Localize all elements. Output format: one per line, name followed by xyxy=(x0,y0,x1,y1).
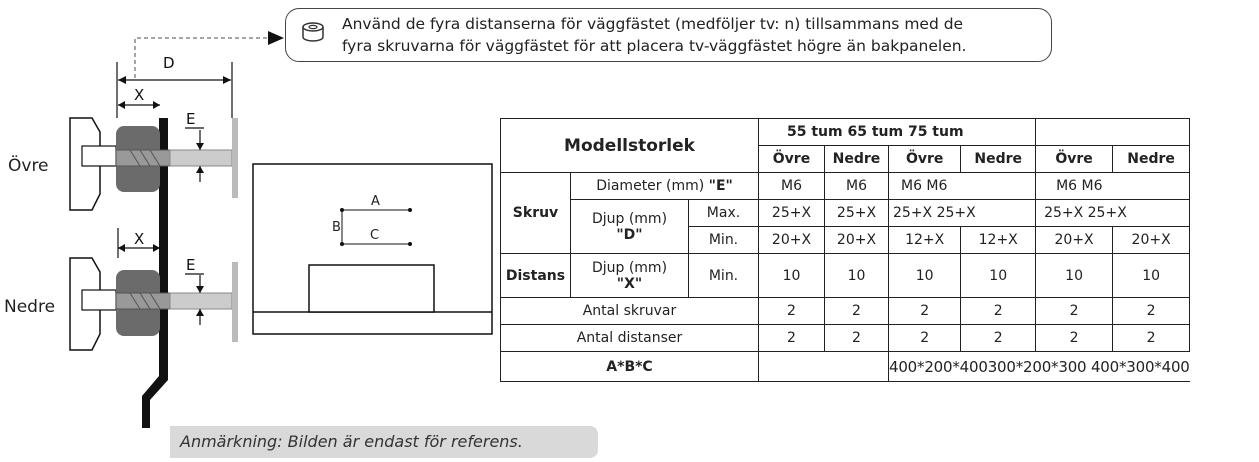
dim-d-label: D xyxy=(163,54,175,72)
cell: 10 xyxy=(1036,254,1113,298)
sizes-header: 55 tum 65 tum 75 tum xyxy=(759,119,1036,146)
abc-values: 400*200*400300*200*300 400*300*400 xyxy=(889,352,1190,382)
cell: 2 xyxy=(759,298,825,325)
cell: 2 xyxy=(759,325,825,352)
cell: 2 xyxy=(961,325,1036,352)
cell: 10 xyxy=(889,254,961,298)
cell: 2 xyxy=(825,325,889,352)
cell: 20+X xyxy=(825,227,889,254)
col-nedre: Nedre xyxy=(961,146,1036,173)
mount-diagram xyxy=(0,0,500,462)
cell: 10 xyxy=(759,254,825,298)
cell: 10 xyxy=(961,254,1036,298)
antal-distanser-label: Antal distanser xyxy=(501,325,759,352)
spec-table xyxy=(500,118,1190,382)
cell: 12+X xyxy=(889,227,961,254)
cell: 20+X xyxy=(1113,227,1190,254)
djup-x-label: Djup (mm) "X" xyxy=(571,254,689,298)
callout-line-1: Använd de fyra distanserna för väggfästet (medföljer tv: n) tillsammans med de xyxy=(342,15,964,33)
cell: 25+X 25+X xyxy=(889,200,1036,227)
abc-label: A*B*C xyxy=(501,352,759,382)
table-row xyxy=(501,352,1190,382)
reference-note: Anmärkning: Bilden är endast för referens. xyxy=(170,426,598,458)
empty-header xyxy=(1036,119,1190,146)
col-ovre: Övre xyxy=(759,146,825,173)
cell xyxy=(759,352,889,382)
cell: M6 M6 xyxy=(889,173,1036,200)
label-ovre: Övre xyxy=(8,156,49,176)
cell: 2 xyxy=(1113,298,1190,325)
min-label: Min. xyxy=(689,227,759,254)
diameter-label: Diameter (mm) "E" xyxy=(571,173,759,200)
table-row xyxy=(501,298,1190,325)
cell: 25+X 25+X xyxy=(1036,200,1190,227)
model-header: Modellstorlek xyxy=(501,119,759,173)
panel-b-label: B xyxy=(332,220,341,235)
dim-x-bottom-label: X xyxy=(134,230,145,248)
table-row xyxy=(501,325,1190,352)
table-row xyxy=(501,254,1190,298)
cell: 2 xyxy=(889,298,961,325)
antal-skruvar-label: Antal skruvar xyxy=(501,298,759,325)
callout-line-2: fyra skruvarna för väggfästet för att placera tv-väggfästet högre än bakpanelen. xyxy=(342,37,967,55)
cell: 2 xyxy=(889,325,961,352)
cell: 25+X xyxy=(825,200,889,227)
cell: 12+X xyxy=(961,227,1036,254)
cell: 10 xyxy=(825,254,889,298)
col-nedre: Nedre xyxy=(825,146,889,173)
min-label: Min. xyxy=(689,254,759,298)
cell: 2 xyxy=(1036,298,1113,325)
distans-label: Distans xyxy=(501,254,571,298)
cell: 10 xyxy=(1113,254,1190,298)
dim-e-top-label: E xyxy=(186,110,196,128)
cell: M6 xyxy=(825,173,889,200)
dim-e-bottom-label: E xyxy=(186,256,196,274)
skruv-label: Skruv xyxy=(501,173,571,254)
col-ovre: Övre xyxy=(889,146,961,173)
table-row xyxy=(501,200,1190,227)
cell: 2 xyxy=(825,298,889,325)
max-label: Max. xyxy=(689,200,759,227)
cell: 20+X xyxy=(1036,227,1113,254)
table-row xyxy=(501,173,1190,200)
cell: M6 xyxy=(759,173,825,200)
dim-x-top-label: X xyxy=(134,86,145,104)
cell: 20+X xyxy=(759,227,825,254)
cell: 2 xyxy=(1113,325,1190,352)
panel-a-label: A xyxy=(371,194,380,209)
cell: M6 M6 xyxy=(1036,173,1190,200)
label-nedre: Nedre xyxy=(4,297,56,317)
cell: 25+X xyxy=(759,200,825,227)
col-ovre: Övre xyxy=(1036,146,1113,173)
cell: 2 xyxy=(961,298,1036,325)
table-row xyxy=(501,119,1190,146)
djup-d-label: Djup (mm) "D" xyxy=(571,200,689,254)
panel-c-label: C xyxy=(370,228,380,243)
cell: 2 xyxy=(1036,325,1113,352)
col-nedre: Nedre xyxy=(1113,146,1190,173)
